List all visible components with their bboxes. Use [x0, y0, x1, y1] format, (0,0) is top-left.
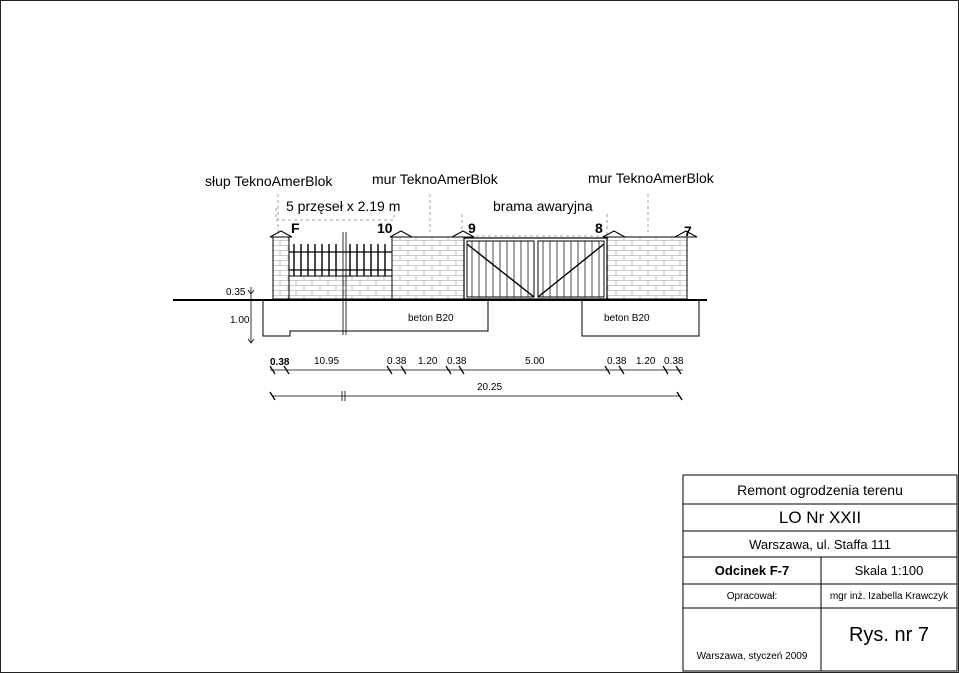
wall-left-segment: [392, 237, 464, 299]
point-f: F: [291, 220, 300, 236]
title-block: [683, 475, 957, 671]
point-10: 10: [377, 220, 393, 236]
tb-title: Remont ogrodzenia terenu: [737, 481, 903, 498]
level-100: 1.00: [230, 315, 250, 326]
level-035: 0.35: [226, 287, 246, 298]
label-mur-left: mur TeknoAmerBlok: [372, 171, 498, 187]
dim-038-b: 0.38: [387, 356, 407, 367]
tb-prepared-label: Opracował:: [726, 590, 778, 602]
dim-total: 20.25: [477, 382, 503, 393]
dim-500: 5.00: [525, 356, 545, 367]
dim-1095: 10.95: [314, 356, 340, 367]
dim-038-d: 0.38: [607, 356, 627, 367]
dim-038-e: 0.38: [664, 356, 684, 367]
wall-right-segment: [607, 237, 687, 299]
dim-120-b: 1.20: [636, 356, 656, 367]
tb-address: Warszawa, ul. Staffa 111: [749, 536, 891, 552]
label-mur-right: mur TeknoAmerBlok: [588, 170, 714, 186]
point-9: 9: [468, 220, 476, 236]
label-przesel: 5 przęseł x 2.19 m: [286, 198, 401, 214]
tb-scale: Skala 1:100: [854, 563, 924, 578]
foundation-left-label: beton B20: [408, 313, 454, 324]
point-7: 7: [684, 223, 692, 239]
post-left: [273, 237, 289, 299]
point-8: 8: [595, 220, 603, 236]
tb-section: Odcinek F-7: [714, 563, 790, 578]
dim-120-a: 1.20: [418, 356, 438, 367]
foundation-right-label: beton B20: [604, 313, 650, 324]
tb-date: Warszawa, styczeń 2009: [696, 650, 808, 662]
label-slup: słup TeknoAmerBlok: [205, 173, 333, 189]
fence-panels: [289, 232, 392, 335]
dimension-line-total: [270, 391, 682, 401]
tb-author: mgr inż. Izabella Krawczyk: [829, 590, 949, 602]
tb-drawing-no: Rys. nr 7: [848, 623, 930, 646]
emergency-gate: [464, 238, 607, 299]
label-brama: brama awaryjna: [493, 198, 593, 214]
dim-038-a: 0.38: [270, 357, 290, 368]
tb-school: LO Nr XXII: [778, 507, 862, 527]
dim-038-c: 0.38: [447, 356, 467, 367]
